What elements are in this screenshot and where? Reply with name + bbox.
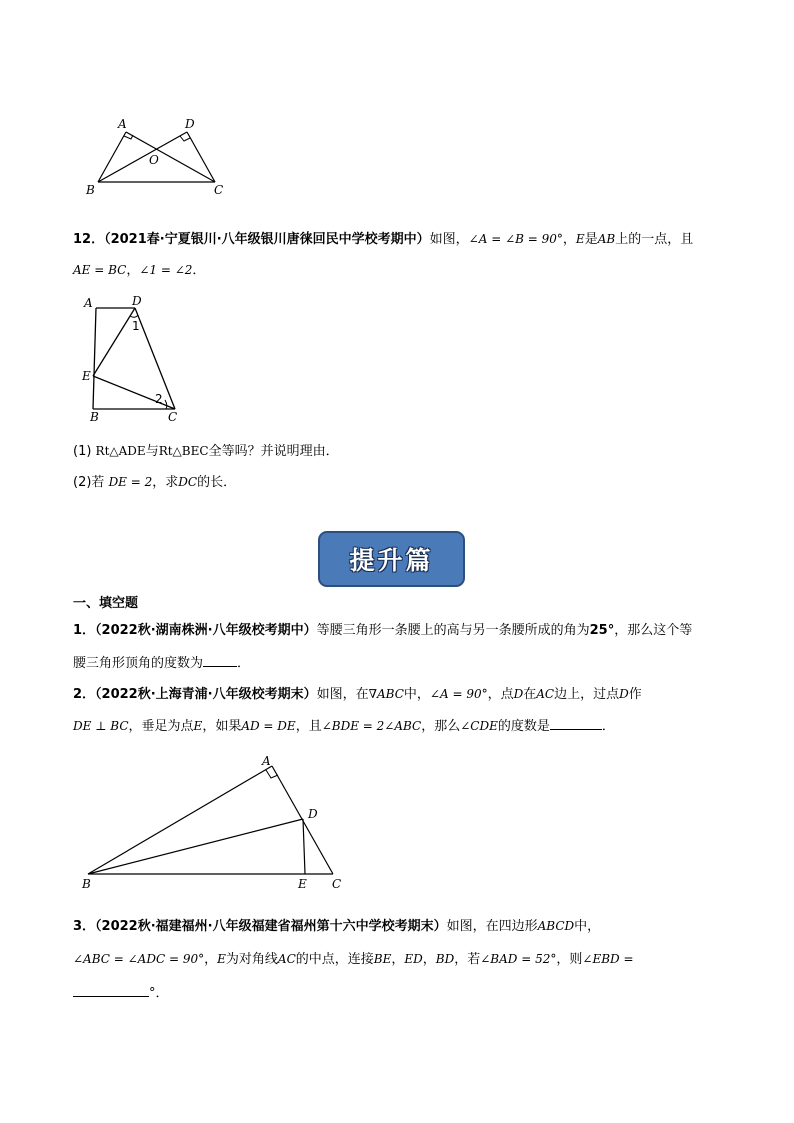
- angle-2-label: 2: [155, 392, 163, 406]
- text: 中，: [403, 687, 430, 702]
- text: ，: [422, 952, 436, 967]
- text: 如图，在: [316, 687, 369, 702]
- text: ，那么: [421, 719, 461, 734]
- q3-line-1: [73, 917, 600, 936]
- math: ∠A = 90°: [429, 687, 488, 701]
- text: 全等吗？并说明理由．: [208, 444, 339, 459]
- math: ∠ABC = ∠ADC = 90°: [73, 952, 205, 966]
- math: BE: [373, 952, 392, 966]
- label-D: D: [308, 807, 318, 821]
- math: E: [217, 952, 226, 966]
- label-O: O: [149, 153, 159, 167]
- math: ∠CDE: [460, 719, 498, 733]
- label-E: E: [82, 369, 91, 383]
- label-A: A: [118, 117, 127, 131]
- text: (2)若: [73, 475, 109, 490]
- text: ，: [126, 263, 140, 278]
- text: 的长．: [197, 475, 237, 490]
- text: 如图，在四边形: [446, 919, 538, 934]
- q2-source: （2022秋·上海青浦·八年级校考期末）: [95, 687, 317, 702]
- math: AC: [277, 952, 296, 966]
- text: 中，: [574, 919, 601, 934]
- q12-part-2: [73, 473, 236, 492]
- math: Rt△ADE: [95, 444, 146, 458]
- text: ，则: [556, 952, 583, 967]
- text: ，若: [454, 952, 481, 967]
- text: °．: [149, 986, 169, 1001]
- math: DE ⊥ BC: [73, 719, 129, 733]
- q2-number: 2．: [73, 687, 96, 702]
- text: 作: [628, 687, 642, 702]
- text: 腰三角形顶角的度数为: [73, 656, 204, 671]
- text: ．: [237, 656, 251, 671]
- label-B: B: [82, 877, 91, 891]
- section-heading: 一、填空题: [73, 596, 139, 611]
- text: ，垂足为点: [128, 719, 194, 734]
- q2-line-2: [73, 716, 615, 736]
- text: (1): [73, 444, 96, 459]
- angle-1-label: 1: [132, 319, 140, 333]
- text: ，求: [152, 475, 179, 490]
- text: 上的一点，且: [615, 232, 694, 247]
- section-banner: [318, 531, 465, 587]
- label-C: C: [214, 183, 224, 197]
- math: BD: [435, 952, 455, 966]
- q2-line-1: [73, 685, 642, 704]
- text: 的中点，连接: [295, 952, 374, 967]
- text: 在: [523, 687, 537, 702]
- text: ，如果: [202, 719, 242, 734]
- text: ，那么这个等: [614, 623, 693, 638]
- math: E: [193, 719, 203, 733]
- figure-q12-trapezoid: [80, 292, 190, 427]
- math: E: [575, 232, 585, 246]
- math: AB: [597, 232, 616, 246]
- q3-line-2: [73, 950, 634, 969]
- text: 25°: [589, 623, 615, 638]
- text: ，: [562, 232, 576, 247]
- math: AD = DE: [241, 719, 296, 733]
- answer-blank[interactable]: [550, 716, 602, 730]
- text: ．: [192, 263, 206, 278]
- q1-number: 1．: [73, 623, 96, 638]
- q1-source: （2022秋·湖南株洲·八年级校考期中）: [95, 623, 317, 638]
- q3-number: 3．: [73, 919, 96, 934]
- label-A: A: [84, 296, 93, 310]
- math: AC: [536, 687, 555, 701]
- answer-blank[interactable]: [73, 983, 149, 997]
- math: Rt△BEC: [158, 444, 209, 458]
- math: DC: [178, 475, 198, 489]
- math: ∠A = ∠B = 90°: [468, 232, 563, 246]
- text: ，: [391, 952, 405, 967]
- text: 是: [584, 232, 598, 247]
- math: AE = BC: [73, 263, 127, 277]
- banner-title: 提升篇: [349, 546, 434, 575]
- math: ABCD: [537, 919, 575, 933]
- math: ∠BDE = 2∠ABC: [321, 719, 422, 733]
- text: 等腰三角形一条腰上的高与另一条腰所成的角为: [316, 623, 590, 638]
- math: ∠BAD = 52°: [480, 952, 557, 966]
- figure-q2-right-triangle: [76, 748, 356, 898]
- text: ，: [204, 952, 218, 967]
- q12-line-1: [73, 230, 693, 249]
- text: ，点: [487, 687, 514, 702]
- text: 如图，: [429, 232, 469, 247]
- text: 为对角线: [225, 952, 278, 967]
- math: D: [619, 687, 629, 701]
- math: ED: [404, 952, 423, 966]
- math: ∠1 = ∠2: [139, 263, 193, 277]
- label-D: D: [185, 117, 195, 131]
- label-E: E: [298, 877, 307, 891]
- text: 与: [145, 444, 159, 459]
- label-A: A: [262, 754, 271, 768]
- q12-part-1: [73, 442, 339, 461]
- text: ，且: [295, 719, 322, 734]
- q1-line-1: [73, 622, 692, 640]
- math: ∇ABC: [368, 687, 404, 701]
- label-C: C: [332, 877, 342, 891]
- label-B: B: [86, 183, 95, 197]
- figure-crossing-triangles: [80, 112, 240, 202]
- label-D: D: [132, 294, 142, 308]
- label-C: C: [168, 410, 178, 424]
- q12-number: 12．: [73, 232, 105, 247]
- text: 的度数是: [497, 719, 550, 734]
- q12-source: （2021春·宁夏银川·八年级银川唐徕回民中学校考期中）: [104, 232, 430, 247]
- text: ．: [601, 719, 615, 734]
- label-B: B: [90, 410, 99, 424]
- q12-line-2: [73, 261, 205, 280]
- q3-line-3: [73, 983, 169, 1003]
- math: DE = 2: [108, 475, 153, 489]
- q1-line-2: [73, 653, 250, 673]
- answer-blank[interactable]: [203, 653, 237, 667]
- q3-source: （2022秋·福建福州·八年级福建省福州第十六中学校考期末）: [95, 919, 447, 934]
- text: 边上，过点: [554, 687, 620, 702]
- math: ∠EBD =: [582, 952, 634, 966]
- math: D: [513, 687, 524, 701]
